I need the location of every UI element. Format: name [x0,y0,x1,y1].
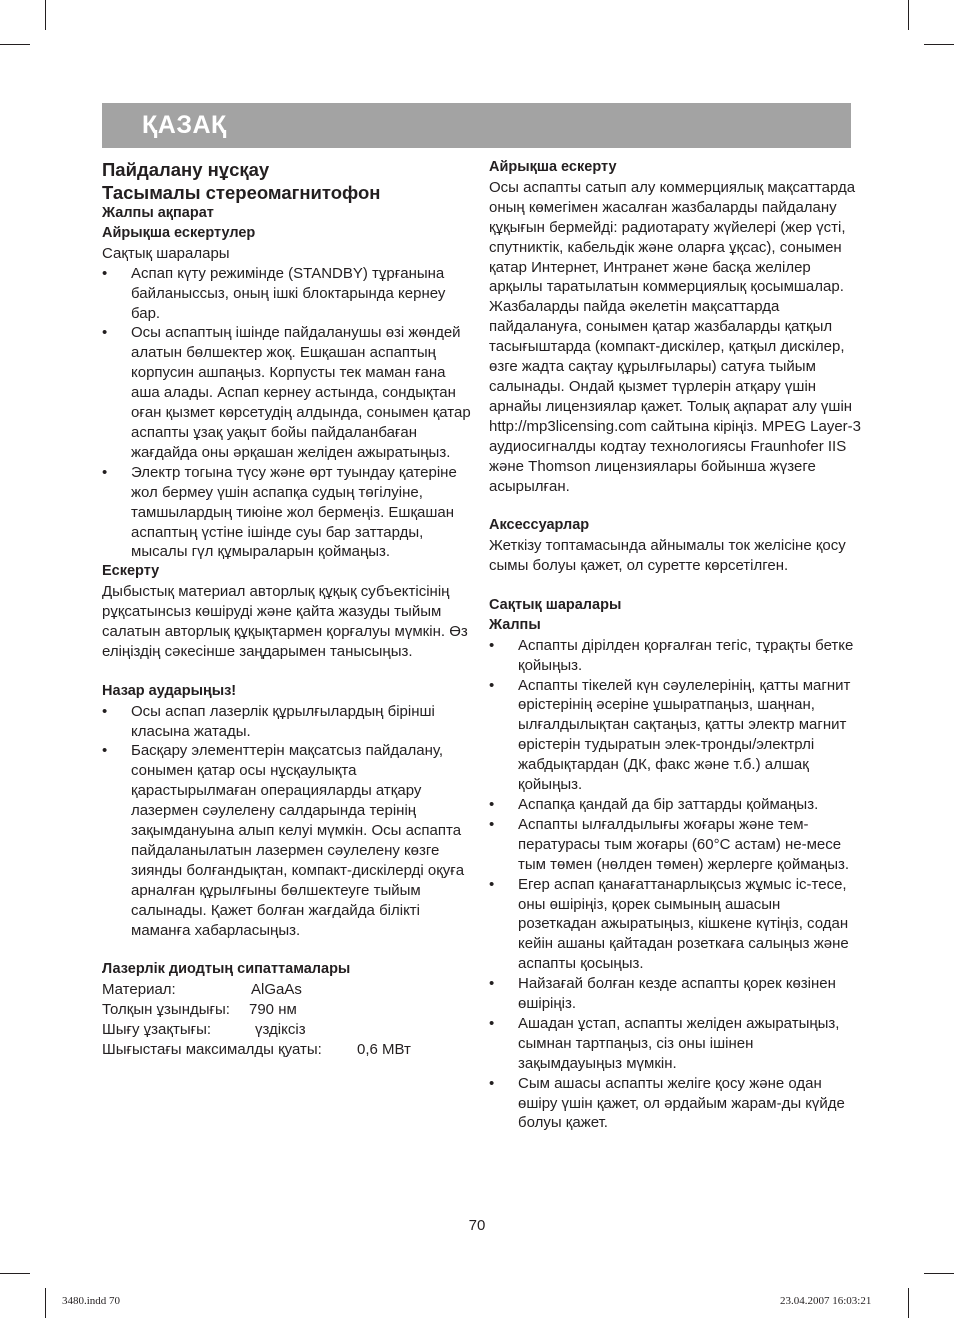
list-item: • Аспап күту режимінде (STANDBY) тұрғанына байланыссыз, оның ішкі блоктарында кернеу бар. [102,264,474,324]
crop-mark [908,0,909,30]
general-info-heading: Жалпы ақпарат [102,205,214,221]
special-note-text: Осы аспапты сатып алу коммерциялық мақсаттарда оның көмегімен жасалған жазбаларды пайдалану құқығын бермейді: радиотарату жүйелері (жер үсті, спутниктік, кабельдік және оларға ұқсас), сонымен қатар Интернет, Интранет және басқа желілер арқылы таратылатын коммерциялық қосымшалар. Жазбаларды пайда әкелетін мақсаттарда пайдалануға, сонымен қатар жазбаларды қатқыл тасығыштарда (компакт-дискілер, қатқыл дискілер, өзге жадта сақтау құрылғылары) сатуға тыйым салынады. Ондай қызмет түрлерін атқару үшін арнайы лицензиялар қажет. Толық ақпарат алу үшін http://mp3licensing.com сайтына кіріңіз. MPEG Layer-3 аудиосигналды кодтау технологиясы Fraunhofer IIS және Thomson лицензиялары бойынша жүзеге асырылған. [489,178,862,495]
list-item: • Осы аспаптың ішінде пайдаланушы өзі жөндей алатын бөлшектер жоқ. Ешқашан аспаптың корпусин ашпаңыз. Корпусты тек маман ғана аша алады. Аспап кернеу астында, сондықтан оған қызмет көрсетудің алдында, сонымен қатар аспапты ұзақ уақыт бойы пайдаланбаған жағдайда оны әрқашан желіден ажыратыңыз. [102,323,474,462]
crop-mark [0,1273,30,1274]
list-item: • Найзағай болған кезде аспапты қорек көзінен өшіріңіз. [489,974,861,1014]
laser-spec-heading: Лазерлік диодтың сипаттамалары [102,961,351,978]
spec-value: үздіксіз [255,1021,306,1039]
attention-list [102,702,474,941]
product-title: Тасымалы стереомагнитофон [102,182,381,203]
list-item: • Сым ашасы аспапты желіге қосу және одан өшіру үшін қажет, ол әрдайым жарам-ды күйде болуы қажет. [489,1074,861,1134]
list-item: • Аспапты тікелей күн сәулелерінің, қатты магнит өрістерінің әсеріне ұшыратпаңыз, шаңнан, ылғалдылықтан сақтаңыз, қатты электр магнит өрістерін тудыратын элек-тронды/электрлі жабдықтардан (ДК, факс және т.б.) алшақ қойыңыз. [489,676,861,795]
accessories-heading: Аксессуарлар [489,517,590,534]
warnings-heading: Айрықша ескертулер [102,224,256,241]
safety-label: Сақтық шаралары [102,244,230,262]
special-note-heading: Айрықша ескерту [489,159,617,175]
right-column [489,158,861,1133]
precautions-list [489,636,861,1134]
crop-mark [908,1288,909,1318]
section-banner [102,103,851,148]
precautions-heading: Сақтық шаралары [489,596,622,613]
spec-key: Материал: [102,981,176,999]
list-item: • Электр тогына түсу және өрт туындау қатеріне жол бермеу үшін аспапқа судың төгілуіне, тамшылардың тиюіне жол бермеңіз. Ешқашан аспаптың үстіне ішінде суы бар заттарды, мысалы гүл құмыраларын қоймаңыз. [102,463,474,563]
spec-row [102,1000,474,1020]
file-slug: 3480.indd 70 [62,1295,121,1307]
list-item: • Аспапқа қандай да бір заттарды қоймаңыз. [489,795,861,815]
crop-mark [924,44,954,45]
safety-list [102,264,474,563]
list-item: • Аспапты дірілден қорғалған тегіс, тұрақты бетке қойыңыз. [489,636,861,676]
list-item: • Ашадан ұстап, аспапты желіден ажыратыңыз, сымнан тартпаңыз, сіз оны ішінен зақымдауыңыз мүмкін. [489,1014,861,1074]
note-heading: Ескерту [102,563,160,580]
manual-title: Пайдалану нұсқау [102,159,270,180]
list-item: • Аспапты ылғалдылығы жоғары және тем-пературасы тым жоғары (60°С астам) не-месе тым төмен (нөлден төмен) жерлерге қоймаңыз. [489,815,861,875]
spec-key: Шығыстағы максималды қуаты: [102,1041,322,1059]
spec-key: Толқын ұзындығы: [102,1001,230,1019]
section-title: ҚАЗАҚ [142,111,227,139]
attention-heading: Назар аударыңыз! [102,682,237,699]
note-text: Дыбыстық материал авторлық құқық субъектісінің рұқсатынсыз көшіруді және қайта жазуды тыйым салатын авторлық құқықтармен қорғалуы мүмкін. Өз еліңіздің сәкесінше заңдарымен танысыңыз. [102,583,468,660]
crop-mark [0,44,30,45]
crop-mark [45,0,46,30]
general-subheading: Жалпы [489,616,541,633]
list-item: • Басқару элементтерін мақсатсыз пайдалану, сонымен қатар осы нұсқаулықта қарастырылмаған операцияларды атқару лазермен сәулелену салдарында терінің зақымдануына алып келуі мүмкін. Осы аспапта пайдаланылатын лазермен сәулелену көзге зиянды болғандықтан, компакт-дискілерді оқуға арналған құрылғыны бөлшектеуге тыйым салынады. Қажет болған жағдайда білікті маманға хабарласыңыз. [102,741,474,940]
spec-value: 790 нм [249,1001,297,1019]
spec-key: Шығу ұзақтығы: [102,1021,212,1039]
list-item: • Егер аспап қанағаттанарлықсыз жұмыс іс-тесе, оны өшіріңіз, қорек сымының ашасын розеткадан ажыратыңыз, кішкене күтіңіз, содан кейін ашаны қайтадан розеткаға салыңыз және аспапты қосыңыз. [489,875,861,975]
left-column [102,158,474,1060]
spec-value: AlGaAs [251,981,302,999]
spec-value: 0,6 МВт [357,1041,411,1059]
page-number: 70 [468,1217,486,1234]
accessories-text: Жеткізу топтамасында айнымалы ток желісіне қосу сымы болуы қажет, ол суретте көрсетілген. [489,537,846,575]
spec-row [102,980,474,1000]
crop-mark [924,1273,954,1274]
date-slug: 23.04.2007 16:03:21 [780,1295,872,1307]
spec-row [102,1040,474,1060]
spec-row [102,1020,474,1040]
list-item: • Осы аспап лазерлік құрылғылардың бірінші класына жатады. [102,702,474,742]
crop-mark [45,1288,46,1318]
